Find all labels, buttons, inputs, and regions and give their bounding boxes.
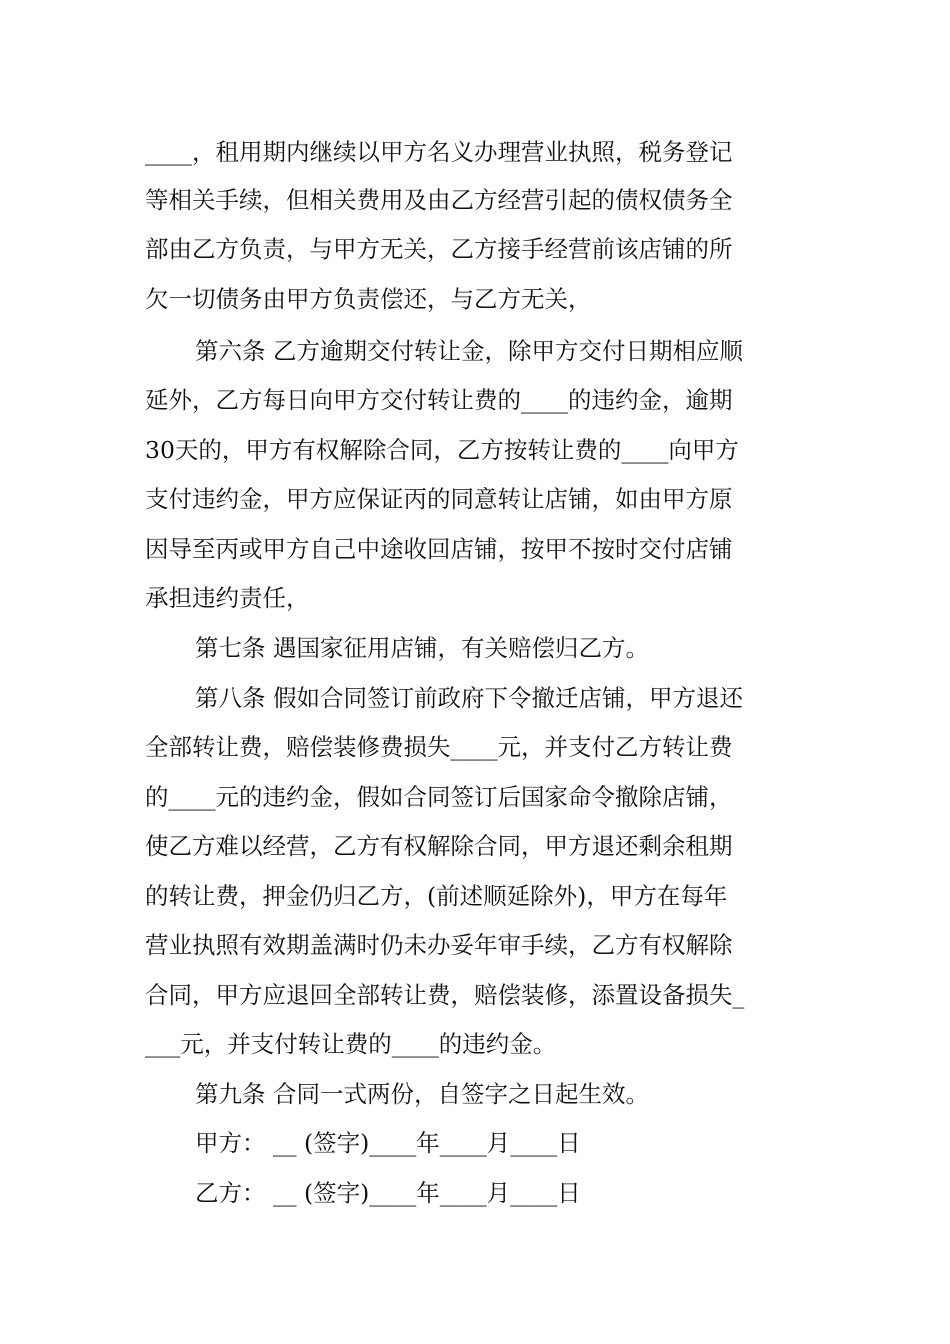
text-line: 因导至丙或甲方自己中途收回店铺，按甲不按时交付店铺 — [145, 535, 733, 563]
party-b-signature-line: 乙方： __ (签字)____年____月____日 — [195, 1179, 581, 1207]
text-line: 使乙方难以经营，乙方有权解除合同，甲方退还剩余租期 — [145, 832, 733, 860]
clause-9-line: 第九条 合同一式两份，自签字之日起生效。 — [195, 1080, 649, 1108]
text-line: 的转让费，押金仍归乙方，(前述顺延除外)，甲方在每年 — [145, 882, 728, 910]
text-line: 全部转让费，赔偿装修费损失____元，并支付乙方转让费 — [145, 733, 733, 761]
party-a-signature-line: 甲方： __ (签字)____年____月____日 — [195, 1129, 581, 1157]
text-line: 支付违约金，甲方应保证丙的同意转让店铺，如由甲方原 — [145, 485, 733, 513]
text-line: 等相关手续，但相关费用及由乙方经营引起的债权债务全 — [145, 186, 733, 214]
text-line: 欠一切债务由甲方负责偿还，与乙方无关， — [145, 285, 592, 313]
clause-8-heading-line: 第八条 假如合同签订前政府下令撤迁店铺，甲方退还 — [195, 684, 743, 712]
text-line: 延外，乙方每日向甲方交付转让费的____的违约金，逾期 — [145, 386, 733, 414]
clause-7-line: 第七条 遇国家征用店铺，有关赔偿归乙方。 — [195, 634, 649, 662]
text-line: ___元，并支付转让费的____的违约金。 — [145, 1030, 557, 1058]
text-line: 承担违约责任， — [145, 584, 310, 612]
text-line: 部由乙方负责，与甲方无关，乙方接手经营前该店铺的所 — [145, 235, 733, 263]
text-line: 营业执照有效期盖满时仍未办妥年审手续，乙方有权解除 — [145, 931, 733, 959]
text-line: ____，租用期内继续以甲方名义办理营业执照，税务登记 — [145, 138, 733, 166]
text-line: 的____元的违约金，假如合同签订后国家命令撤除店铺， — [145, 783, 733, 811]
text-line: 合同，甲方应退回全部转让费，赔偿装修，添置设备损失_ — [145, 981, 745, 1009]
clause-6-heading-line: 第六条 乙方逾期交付转让金，除甲方交付日期相应顺 — [195, 337, 743, 365]
text-line: 30天的，甲方有权解除合同，乙方按转让费的____向甲方 — [145, 436, 739, 464]
